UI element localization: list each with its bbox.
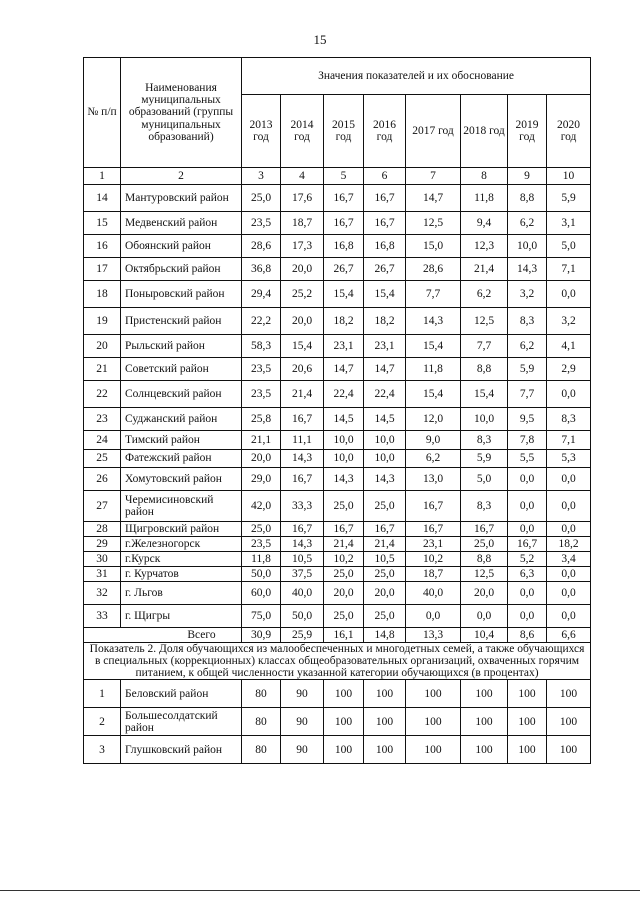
value-cell: 14,5 [324,408,364,431]
value-cell: 7,8 [508,431,547,450]
value-cell: 9,0 [406,431,461,450]
value-cell: 100 [547,736,591,764]
value-cell: 58,3 [242,335,281,358]
value-cell: 16,7 [281,468,324,491]
value-cell: 16,8 [324,235,364,258]
value-cell: 10,0 [324,450,364,468]
value-cell: 90 [281,708,324,736]
value-cell: 26,7 [364,258,406,281]
value-cell: 12,0 [406,408,461,431]
value-cell: 100 [364,736,406,764]
table-row [84,308,591,335]
value-cell: 5,2 [508,552,547,567]
value-cell: 10,2 [406,552,461,567]
value-cell: 20,0 [324,582,364,605]
column-number: 9 [508,168,547,185]
row-number: 20 [84,335,121,358]
value-cell: 16,7 [406,522,461,537]
value-cell: 4,1 [547,335,591,358]
value-cell: 0,0 [547,468,591,491]
value-cell: 15,4 [406,381,461,408]
value-cell: 33,3 [281,491,324,522]
table-row [84,450,591,468]
value-cell: 16,7 [281,408,324,431]
value-cell: 100 [461,680,508,708]
row-number: 31 [84,567,121,582]
value-cell: 0,0 [461,605,508,628]
row-number: 23 [84,408,121,431]
value-cell: 0,0 [547,522,591,537]
header-year: 2015 год [324,95,364,168]
value-cell: 20,0 [364,582,406,605]
value-cell: 16,7 [461,522,508,537]
value-cell: 18,2 [364,308,406,335]
table-row [84,408,591,431]
value-cell: 25,0 [364,605,406,628]
municipality-name: Медвенский район [121,212,242,235]
column-number: 6 [364,168,406,185]
value-cell: 25,8 [242,408,281,431]
municipality-name: Щигровский район [121,522,242,537]
value-cell: 14,3 [281,537,324,552]
municipality-name: Октябрьский район [121,258,242,281]
value-cell: 0,0 [547,567,591,582]
value-cell: 21,4 [461,258,508,281]
municipality-name: Тимский район [121,431,242,450]
value-cell: 80 [242,736,281,764]
value-cell: 8,3 [508,308,547,335]
header-year: 2014 год [281,95,324,168]
value-cell: 25,0 [324,567,364,582]
row-number: 22 [84,381,121,408]
row-number: 26 [84,468,121,491]
value-cell: 25,0 [242,522,281,537]
value-cell: 0,0 [547,491,591,522]
value-cell: 0,0 [547,281,591,308]
header-year: 2018 год [461,95,508,168]
value-cell: 21,4 [324,537,364,552]
table-row [84,235,591,258]
value-cell: 5,9 [508,358,547,381]
value-cell: 10,0 [508,235,547,258]
value-cell: 14,3 [324,468,364,491]
table-row [84,281,591,308]
value-cell: 16,7 [364,185,406,212]
value-cell: 7,1 [547,431,591,450]
value-cell: 80 [242,708,281,736]
value-cell: 25,2 [281,281,324,308]
value-cell: 12,5 [461,308,508,335]
municipality-name: г. Курчатов [121,567,242,582]
row-number: 18 [84,281,121,308]
value-cell: 0,0 [547,605,591,628]
value-cell: 100 [406,708,461,736]
value-cell: 15,0 [406,235,461,258]
value-cell: 11,1 [281,431,324,450]
value-cell: 25,0 [242,185,281,212]
value-cell: 37,5 [281,567,324,582]
row-number: 24 [84,431,121,450]
value-cell: 8,3 [461,431,508,450]
row-number: 30 [84,552,121,567]
value-cell: 17,3 [281,235,324,258]
value-cell: 11,8 [461,185,508,212]
value-cell: 8,8 [461,552,508,567]
column-number: 7 [406,168,461,185]
row-number: 19 [84,308,121,335]
value-cell: 3,1 [547,212,591,235]
value-cell: 14,5 [364,408,406,431]
value-cell: 0,0 [508,468,547,491]
municipality-name: Советский район [121,358,242,381]
table-row [84,708,591,736]
value-cell: 100 [547,708,591,736]
row-number: 3 [84,736,121,764]
value-cell: 21,4 [281,381,324,408]
row-number: 1 [84,680,121,708]
total-row [84,628,591,643]
column-number: 10 [547,168,591,185]
value-cell: 60,0 [242,582,281,605]
value-cell: 9,5 [508,408,547,431]
table-row [84,522,591,537]
total-label: Всего [84,628,242,643]
value-cell: 100 [461,736,508,764]
table-row [84,680,591,708]
value-cell: 6,2 [508,335,547,358]
value-cell: 5,5 [508,450,547,468]
municipality-name: Рыльский район [121,335,242,358]
value-cell: 7,1 [547,258,591,281]
page-number: 15 [313,32,327,47]
value-cell: 20,0 [281,308,324,335]
row-number: 17 [84,258,121,281]
value-cell: 14,3 [406,308,461,335]
table-row [84,358,591,381]
header-year: 2020 год [547,95,591,168]
row-number: 16 [84,235,121,258]
value-cell: 20,0 [281,258,324,281]
value-cell: 23,1 [324,335,364,358]
value-cell: 0,0 [508,522,547,537]
municipality-name: г.Железногорск [121,537,242,552]
column-number: 8 [461,168,508,185]
value-cell: 10,2 [324,552,364,567]
value-cell: 18,2 [547,537,591,552]
value-cell: 6,3 [508,567,547,582]
value-cell: 18,2 [324,308,364,335]
value-cell: 42,0 [242,491,281,522]
header-year: 2013 год [242,95,281,168]
table-row [84,212,591,235]
value-cell: 29,4 [242,281,281,308]
header-name: Наименования муниципальных образований (группы муниципальных образований) [121,58,242,168]
value-cell: 22,2 [242,308,281,335]
row-number: 33 [84,605,121,628]
value-cell: 6,2 [406,450,461,468]
total-value: 30,9 [242,628,281,643]
value-cell: 100 [508,736,547,764]
indicator-2-heading: Показатель 2. Доля обучающихся из малообеспеченных и многодетных семей, а также обучающихся в специальных (коррекционных) классах общеобразовательных организаций, охваченных горячим питанием, к общей численности указанной категории обучающихся (в процентах) [84,643,591,680]
value-cell: 11,8 [406,358,461,381]
table-row [84,582,591,605]
value-cell: 0,0 [547,381,591,408]
total-value: 10,4 [461,628,508,643]
value-cell: 25,0 [324,605,364,628]
value-cell: 75,0 [242,605,281,628]
value-cell: 26,7 [324,258,364,281]
municipality-name: г. Льгов [121,582,242,605]
municipality-name: Суджанский район [121,408,242,431]
footer-rule [0,890,640,891]
value-cell: 100 [406,736,461,764]
municipality-name: Фатежский район [121,450,242,468]
value-cell: 0,0 [508,605,547,628]
value-cell: 100 [461,708,508,736]
value-cell: 10,5 [281,552,324,567]
value-cell: 10,0 [461,408,508,431]
row-number: 2 [84,708,121,736]
value-cell: 0,0 [508,582,547,605]
value-cell: 50,0 [242,567,281,582]
value-cell: 3,2 [508,281,547,308]
total-value: 6,6 [547,628,591,643]
value-cell: 23,5 [242,212,281,235]
column-number: 4 [281,168,324,185]
municipality-name: Обоянский район [121,235,242,258]
value-cell: 17,6 [281,185,324,212]
value-cell: 40,0 [406,582,461,605]
header-year: 2019 год [508,95,547,168]
table-row [84,381,591,408]
value-cell: 5,0 [547,235,591,258]
value-cell: 8,8 [461,358,508,381]
header-values-title: Значения показателей и их обоснование [242,58,591,95]
value-cell: 23,5 [242,358,281,381]
value-cell: 3,2 [547,308,591,335]
value-cell: 16,7 [406,491,461,522]
value-cell: 15,4 [364,281,406,308]
value-cell: 14,3 [281,450,324,468]
municipality-name: Большесолдатский район [121,708,242,736]
value-cell: 14,3 [364,468,406,491]
table-row [84,258,591,281]
value-cell: 23,5 [242,537,281,552]
value-cell: 16,7 [324,212,364,235]
value-cell: 7,7 [508,381,547,408]
value-cell: 100 [508,708,547,736]
value-cell: 16,7 [324,522,364,537]
total-value: 14,8 [364,628,406,643]
total-value: 13,3 [406,628,461,643]
value-cell: 7,7 [406,281,461,308]
value-cell: 14,7 [364,358,406,381]
value-cell: 10,0 [324,431,364,450]
value-cell: 2,9 [547,358,591,381]
value-cell: 100 [324,680,364,708]
value-cell: 18,7 [281,212,324,235]
row-number: 25 [84,450,121,468]
value-cell: 0,0 [406,605,461,628]
value-cell: 14,7 [406,185,461,212]
value-cell: 90 [281,680,324,708]
row-number: 32 [84,582,121,605]
value-cell: 28,6 [242,235,281,258]
value-cell: 50,0 [281,605,324,628]
value-cell: 16,7 [281,522,324,537]
value-cell: 20,6 [281,358,324,381]
municipality-name: г.Курск [121,552,242,567]
row-number: 21 [84,358,121,381]
value-cell: 80 [242,680,281,708]
column-number: 3 [242,168,281,185]
value-cell: 12,5 [406,212,461,235]
value-cell: 6,2 [461,281,508,308]
value-cell: 14,7 [324,358,364,381]
column-number: 2 [121,168,242,185]
value-cell: 8,3 [461,491,508,522]
municipality-name: Мантуровский район [121,185,242,212]
row-number: 28 [84,522,121,537]
municipality-name: Пристенский район [121,308,242,335]
value-cell: 100 [324,736,364,764]
value-cell: 16,7 [364,522,406,537]
value-cell: 100 [508,680,547,708]
value-cell: 20,0 [461,582,508,605]
column-number: 5 [324,168,364,185]
row-number: 14 [84,185,121,212]
value-cell: 90 [281,736,324,764]
value-cell: 36,8 [242,258,281,281]
table-row [84,552,591,567]
value-cell: 16,8 [364,235,406,258]
value-cell: 0,0 [547,582,591,605]
total-value: 16,1 [324,628,364,643]
value-cell: 21,1 [242,431,281,450]
value-cell: 100 [364,708,406,736]
table-row [84,736,591,764]
value-cell: 23,1 [364,335,406,358]
total-value: 25,9 [281,628,324,643]
total-value: 8,6 [508,628,547,643]
value-cell: 100 [406,680,461,708]
table-row [84,537,591,552]
value-cell: 8,8 [508,185,547,212]
value-cell: 9,4 [461,212,508,235]
value-cell: 11,8 [242,552,281,567]
header-year: 2017 год [406,95,461,168]
value-cell: 21,4 [364,537,406,552]
value-cell: 12,3 [461,235,508,258]
value-cell: 23,1 [406,537,461,552]
municipality-name: Поныровский район [121,281,242,308]
value-cell: 5,0 [461,468,508,491]
table-row [84,335,591,358]
value-cell: 18,7 [406,567,461,582]
value-cell: 20,0 [242,450,281,468]
header-year: 2016 год [364,95,406,168]
value-cell: 25,0 [324,491,364,522]
value-cell: 100 [547,680,591,708]
value-cell: 12,5 [461,567,508,582]
table-row [84,431,591,450]
row-number: 27 [84,491,121,522]
value-cell: 25,0 [364,567,406,582]
value-cell: 10,0 [364,450,406,468]
value-cell: 16,7 [508,537,547,552]
value-cell: 40,0 [281,582,324,605]
indicators-table [83,57,591,764]
value-cell: 25,0 [461,537,508,552]
municipality-name: Беловский район [121,680,242,708]
value-cell: 13,0 [406,468,461,491]
table-row [84,491,591,522]
value-cell: 23,5 [242,381,281,408]
value-cell: 6,2 [508,212,547,235]
value-cell: 22,4 [364,381,406,408]
value-cell: 10,5 [364,552,406,567]
municipality-name: Солнцевский район [121,381,242,408]
value-cell: 15,4 [281,335,324,358]
value-cell: 5,9 [547,185,591,212]
value-cell: 14,3 [508,258,547,281]
value-cell: 29,0 [242,468,281,491]
value-cell: 5,9 [461,450,508,468]
row-number: 15 [84,212,121,235]
value-cell: 16,7 [324,185,364,212]
municipality-name: Глушковский район [121,736,242,764]
value-cell: 15,4 [406,335,461,358]
value-cell: 8,3 [547,408,591,431]
value-cell: 25,0 [364,491,406,522]
value-cell: 10,0 [364,431,406,450]
value-cell: 15,4 [324,281,364,308]
municipality-name: Хомутовский район [121,468,242,491]
municipality-name: Черемисиновский район [121,491,242,522]
column-number: 1 [84,168,121,185]
municipality-name: г. Щигры [121,605,242,628]
value-cell: 22,4 [324,381,364,408]
value-cell: 16,7 [364,212,406,235]
row-number: 29 [84,537,121,552]
table-row [84,605,591,628]
value-cell: 5,3 [547,450,591,468]
value-cell: 3,4 [547,552,591,567]
table-row [84,185,591,212]
value-cell: 0,0 [508,491,547,522]
table-row [84,567,591,582]
table-row [84,468,591,491]
value-cell: 7,7 [461,335,508,358]
header-number: № п/п [84,58,121,168]
value-cell: 28,6 [406,258,461,281]
value-cell: 15,4 [461,381,508,408]
value-cell: 100 [324,708,364,736]
value-cell: 100 [364,680,406,708]
